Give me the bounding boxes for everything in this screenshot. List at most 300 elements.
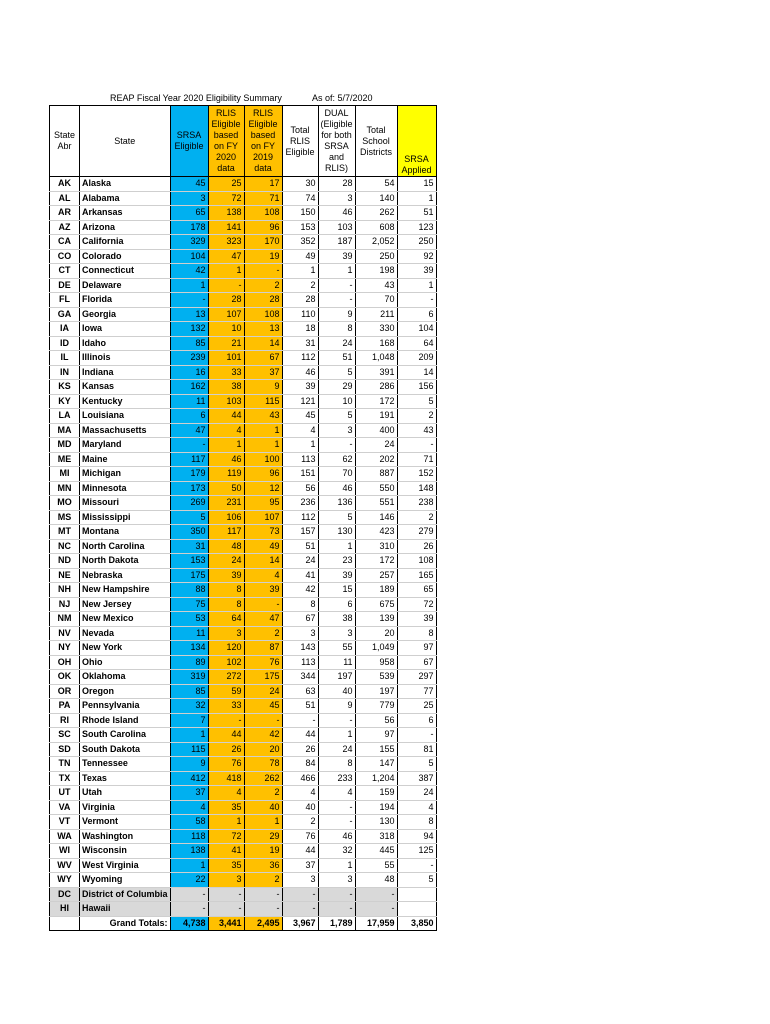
- state-name: Massachusetts: [80, 423, 171, 438]
- state-abbr: TX: [50, 771, 80, 786]
- total-districts-cell: 172: [355, 394, 397, 409]
- state-name: Maine: [80, 452, 171, 467]
- total-rlis-cell: 3: [282, 626, 318, 641]
- table-row: [50, 423, 437, 438]
- srsa-eligible-cell: 118: [170, 829, 208, 844]
- rlis-2019-cell: 175: [244, 670, 282, 685]
- srsa-eligible-cell: 16: [170, 365, 208, 380]
- rlis-2020-cell: 39: [208, 568, 244, 583]
- state-abbr: PA: [50, 699, 80, 714]
- rlis-2019-cell: 42: [244, 728, 282, 743]
- rlis-2019-cell: 2: [244, 278, 282, 293]
- total-rlis-cell: 63: [282, 684, 318, 699]
- state-abbr: OK: [50, 670, 80, 685]
- total-rlis-cell: 4: [282, 786, 318, 801]
- total-districts-cell: 191: [355, 409, 397, 424]
- state-abbr: NE: [50, 568, 80, 583]
- rlis-2020-cell: 1: [208, 815, 244, 830]
- state-name: Alabama: [80, 191, 171, 206]
- srsa-applied-cell: 5: [397, 394, 436, 409]
- srsa-eligible-cell: 138: [170, 844, 208, 859]
- rlis-2019-cell: 1: [244, 815, 282, 830]
- total-rlis-cell: 112: [282, 510, 318, 525]
- srsa-applied-cell: 104: [397, 322, 436, 337]
- state-abbr: TN: [50, 757, 80, 772]
- rlis-2019-cell: 73: [244, 525, 282, 540]
- state-name: Nevada: [80, 626, 171, 641]
- rlis-2019-cell: 2: [244, 626, 282, 641]
- rlis-2020-cell: 21: [208, 336, 244, 351]
- rlis-2019-cell: 2: [244, 786, 282, 801]
- state-abbr: CT: [50, 264, 80, 279]
- srsa-eligible-cell: 134: [170, 641, 208, 656]
- table-row: [50, 684, 437, 699]
- total-rlis-cell: 56: [282, 481, 318, 496]
- dual-cell: 1: [318, 264, 355, 279]
- dual-cell: 8: [318, 757, 355, 772]
- state-name: Illinois: [80, 351, 171, 366]
- srsa-applied-cell: [397, 902, 436, 917]
- total-rlis-cell: 76: [282, 829, 318, 844]
- state-name: Iowa: [80, 322, 171, 337]
- state-name: Connecticut: [80, 264, 171, 279]
- rlis-2019-cell: 9: [244, 380, 282, 395]
- state-name: Arkansas: [80, 206, 171, 221]
- rlis-2020-cell: 323: [208, 235, 244, 250]
- total-rlis-cell: 112: [282, 351, 318, 366]
- dual-cell: 1: [318, 728, 355, 743]
- rlis-2019-cell: 107: [244, 510, 282, 525]
- header-row: [50, 106, 437, 177]
- total-districts-cell: 391: [355, 365, 397, 380]
- rlis-2019-cell: 1: [244, 423, 282, 438]
- state-abbr: MD: [50, 438, 80, 453]
- table-row: [50, 307, 437, 322]
- srsa-eligible-cell: 85: [170, 684, 208, 699]
- state-abbr: UT: [50, 786, 80, 801]
- total-districts-cell: 139: [355, 612, 397, 627]
- table-row: [50, 249, 437, 264]
- total-dual: 1,789: [318, 916, 355, 931]
- srsa-eligible-cell: 239: [170, 351, 208, 366]
- rlis-2020-cell: 141: [208, 220, 244, 235]
- srsa-eligible-cell: 3: [170, 191, 208, 206]
- state-abbr: NV: [50, 626, 80, 641]
- rlis-2020-cell: 8: [208, 583, 244, 598]
- dual-cell: 6: [318, 597, 355, 612]
- table-row: [50, 380, 437, 395]
- total-rlis-cell: 236: [282, 496, 318, 511]
- state-abbr: AZ: [50, 220, 80, 235]
- state-name: New Mexico: [80, 612, 171, 627]
- state-name: Tennessee: [80, 757, 171, 772]
- srsa-eligible-cell: 179: [170, 467, 208, 482]
- srsa-applied-cell: 43: [397, 423, 436, 438]
- rlis-2020-cell: 25: [208, 177, 244, 192]
- table-row: [50, 481, 437, 496]
- rlis-2019-cell: 37: [244, 365, 282, 380]
- srsa-eligible-cell: 132: [170, 322, 208, 337]
- state-name: Louisiana: [80, 409, 171, 424]
- total-districts-cell: 286: [355, 380, 397, 395]
- total-districts-cell: 24: [355, 438, 397, 453]
- total-districts-cell: 48: [355, 873, 397, 888]
- total-districts-cell: 168: [355, 336, 397, 351]
- total-districts-cell: 400: [355, 423, 397, 438]
- state-name: New Hampshire: [80, 583, 171, 598]
- table-row: [50, 655, 437, 670]
- rlis-2020-cell: 35: [208, 858, 244, 873]
- rlis-2019-cell: 67: [244, 351, 282, 366]
- srsa-applied-cell: 65: [397, 583, 436, 598]
- rlis-2019-cell: 39: [244, 583, 282, 598]
- total-districts-cell: 55: [355, 858, 397, 873]
- total-rlis-cell: 44: [282, 844, 318, 859]
- total-districts-cell: 172: [355, 554, 397, 569]
- state-name: Virginia: [80, 800, 171, 815]
- total-rlis-cell: 143: [282, 641, 318, 656]
- table-row: [50, 394, 437, 409]
- state-abbr: MA: [50, 423, 80, 438]
- rlis-2020-cell: 72: [208, 191, 244, 206]
- total-rlis-cell: 151: [282, 467, 318, 482]
- total-districts-cell: 198: [355, 264, 397, 279]
- state-name: Minnesota: [80, 481, 171, 496]
- table-row: [50, 786, 437, 801]
- header-rlis-2020: RLIS Eligible based on FY 2020 data: [208, 106, 244, 177]
- state-name: Colorado: [80, 249, 171, 264]
- state-name: Washington: [80, 829, 171, 844]
- total-districts-cell: 155: [355, 742, 397, 757]
- rlis-2019-cell: 262: [244, 771, 282, 786]
- dual-cell: -: [318, 438, 355, 453]
- total-rlis-eligible: 3,967: [282, 916, 318, 931]
- state-abbr: IN: [50, 365, 80, 380]
- rlis-2019-cell: 14: [244, 554, 282, 569]
- table-row: [50, 496, 437, 511]
- rlis-2020-cell: 59: [208, 684, 244, 699]
- dual-cell: 55: [318, 641, 355, 656]
- srsa-applied-cell: 72: [397, 597, 436, 612]
- srsa-applied-cell: 279: [397, 525, 436, 540]
- srsa-eligible-cell: 4: [170, 800, 208, 815]
- dual-cell: 39: [318, 249, 355, 264]
- total-rlis-cell: 466: [282, 771, 318, 786]
- rlis-2020-cell: 1: [208, 438, 244, 453]
- total-rlis-cell: 44: [282, 728, 318, 743]
- total-districts-cell: 551: [355, 496, 397, 511]
- state-abbr: WA: [50, 829, 80, 844]
- state-abbr: ND: [50, 554, 80, 569]
- dual-cell: 1: [318, 539, 355, 554]
- table-row: [50, 699, 437, 714]
- rlis-2020-cell: 120: [208, 641, 244, 656]
- rlis-2019-cell: 4: [244, 568, 282, 583]
- total-districts-cell: 1,049: [355, 641, 397, 656]
- rlis-2020-cell: 47: [208, 249, 244, 264]
- total-rlis-cell: 113: [282, 452, 318, 467]
- rlis-2019-cell: 24: [244, 684, 282, 699]
- rlis-2020-cell: -: [208, 278, 244, 293]
- total-districts-cell: 43: [355, 278, 397, 293]
- total-districts-cell: 159: [355, 786, 397, 801]
- dual-cell: 24: [318, 336, 355, 351]
- dual-cell: 9: [318, 699, 355, 714]
- table-row: [50, 887, 437, 902]
- table-row: [50, 539, 437, 554]
- srsa-eligible-cell: 104: [170, 249, 208, 264]
- srsa-applied-cell: 94: [397, 829, 436, 844]
- srsa-eligible-cell: 173: [170, 481, 208, 496]
- rlis-2020-cell: 272: [208, 670, 244, 685]
- dual-cell: 11: [318, 655, 355, 670]
- srsa-applied-cell: 123: [397, 220, 436, 235]
- srsa-applied-cell: 125: [397, 844, 436, 859]
- rlis-2020-cell: 103: [208, 394, 244, 409]
- table-row: [50, 858, 437, 873]
- total-rlis-cell: 39: [282, 380, 318, 395]
- dual-cell: 62: [318, 452, 355, 467]
- state-name: South Carolina: [80, 728, 171, 743]
- table-row: [50, 670, 437, 685]
- state-abbr: LA: [50, 409, 80, 424]
- state-abbr: NM: [50, 612, 80, 627]
- state-name: Hawaii: [80, 902, 171, 917]
- total-districts-cell: 2,052: [355, 235, 397, 250]
- report-title: REAP Fiscal Year 2020 Eligibility Summary: [110, 93, 282, 103]
- srsa-eligible-cell: 162: [170, 380, 208, 395]
- state-abbr: DC: [50, 887, 80, 902]
- srsa-applied-cell: 4: [397, 800, 436, 815]
- total-rlis-cell: 110: [282, 307, 318, 322]
- state-abbr: MS: [50, 510, 80, 525]
- total-rlis-cell: 3: [282, 873, 318, 888]
- total-rlis-cell: 24: [282, 554, 318, 569]
- rlis-2019-cell: -: [244, 264, 282, 279]
- rlis-2019-cell: 170: [244, 235, 282, 250]
- rlis-2019-cell: 45: [244, 699, 282, 714]
- state-abbr: CA: [50, 235, 80, 250]
- table-row: [50, 844, 437, 859]
- table-row: [50, 322, 437, 337]
- dual-cell: 233: [318, 771, 355, 786]
- dual-cell: 5: [318, 510, 355, 525]
- total-rlis-cell: 31: [282, 336, 318, 351]
- header-total-rlis: Total RLIS Eligible: [282, 106, 318, 177]
- table-row: [50, 510, 437, 525]
- dual-cell: 3: [318, 873, 355, 888]
- srsa-eligible-cell: -: [170, 293, 208, 308]
- total-districts-cell: 330: [355, 322, 397, 337]
- srsa-eligible-cell: 412: [170, 771, 208, 786]
- total-rlis-cell: 42: [282, 583, 318, 598]
- table-row: [50, 728, 437, 743]
- totals-spacer: [50, 916, 80, 931]
- total-rlis-cell: 121: [282, 394, 318, 409]
- state-name: Nebraska: [80, 568, 171, 583]
- state-abbr: FL: [50, 293, 80, 308]
- state-abbr: AR: [50, 206, 80, 221]
- total-districts-cell: 887: [355, 467, 397, 482]
- total-districts-cell: 147: [355, 757, 397, 772]
- srsa-eligible-cell: 117: [170, 452, 208, 467]
- rlis-2019-cell: 17: [244, 177, 282, 192]
- dual-cell: 9: [318, 307, 355, 322]
- table-row: [50, 278, 437, 293]
- srsa-applied-cell: 77: [397, 684, 436, 699]
- srsa-applied-cell: 39: [397, 612, 436, 627]
- dual-cell: -: [318, 713, 355, 728]
- state-abbr: WY: [50, 873, 80, 888]
- srsa-applied-cell: 8: [397, 815, 436, 830]
- dual-cell: 130: [318, 525, 355, 540]
- state-abbr: OR: [50, 684, 80, 699]
- srsa-applied-cell: 39: [397, 264, 436, 279]
- table-row: [50, 235, 437, 250]
- rlis-2020-cell: 4: [208, 423, 244, 438]
- srsa-applied-cell: 14: [397, 365, 436, 380]
- state-abbr: VA: [50, 800, 80, 815]
- total-rlis-cell: 49: [282, 249, 318, 264]
- state-name: Maryland: [80, 438, 171, 453]
- total-districts-cell: 262: [355, 206, 397, 221]
- srsa-applied-cell: -: [397, 858, 436, 873]
- rlis-2019-cell: -: [244, 887, 282, 902]
- srsa-eligible-cell: 269: [170, 496, 208, 511]
- srsa-applied-cell: 152: [397, 467, 436, 482]
- state-name: Alaska: [80, 177, 171, 192]
- state-abbr: ID: [50, 336, 80, 351]
- state-name: Wisconsin: [80, 844, 171, 859]
- srsa-eligible-cell: 329: [170, 235, 208, 250]
- total-districts-cell: 130: [355, 815, 397, 830]
- total-rlis-cell: 28: [282, 293, 318, 308]
- dual-cell: 197: [318, 670, 355, 685]
- rlis-2019-cell: 19: [244, 844, 282, 859]
- srsa-applied-cell: 2: [397, 510, 436, 525]
- total-rlis-cell: 157: [282, 525, 318, 540]
- srsa-eligible-cell: 11: [170, 626, 208, 641]
- total-rlis-cell: 2: [282, 815, 318, 830]
- total-rlis-cell: 46: [282, 365, 318, 380]
- total-districts-cell: 608: [355, 220, 397, 235]
- srsa-applied-cell: 92: [397, 249, 436, 264]
- total-rlis-cell: -: [282, 902, 318, 917]
- header-srsa-eligible: SRSA Eligible: [170, 106, 208, 177]
- rlis-2020-cell: -: [208, 887, 244, 902]
- report-header: [50, 91, 408, 105]
- rlis-2020-cell: 38: [208, 380, 244, 395]
- table-row: [50, 206, 437, 221]
- table-row: [50, 626, 437, 641]
- total-districts-cell: 189: [355, 583, 397, 598]
- rlis-2020-cell: 231: [208, 496, 244, 511]
- total-districts-cell: 197: [355, 684, 397, 699]
- table-row: [50, 438, 437, 453]
- rlis-2020-cell: 4: [208, 786, 244, 801]
- dual-cell: 4: [318, 786, 355, 801]
- srsa-applied-cell: 6: [397, 307, 436, 322]
- total-districts-cell: 97: [355, 728, 397, 743]
- rlis-2019-cell: -: [244, 713, 282, 728]
- state-abbr: OH: [50, 655, 80, 670]
- state-name: Indiana: [80, 365, 171, 380]
- dual-cell: 28: [318, 177, 355, 192]
- table-row: [50, 336, 437, 351]
- header-state: State: [80, 106, 171, 177]
- dual-cell: -: [318, 278, 355, 293]
- state-abbr: AK: [50, 177, 80, 192]
- rlis-2019-cell: 87: [244, 641, 282, 656]
- srsa-eligible-cell: 9: [170, 757, 208, 772]
- rlis-2020-cell: 3: [208, 626, 244, 641]
- total-rlis-cell: 4: [282, 423, 318, 438]
- header-srsa-applied: SRSA Applied: [397, 106, 436, 177]
- total-districts-cell: 1,048: [355, 351, 397, 366]
- state-abbr: KY: [50, 394, 80, 409]
- srsa-eligible-cell: 47: [170, 423, 208, 438]
- rlis-2020-cell: 24: [208, 554, 244, 569]
- rlis-2020-cell: 44: [208, 728, 244, 743]
- total-districts-cell: -: [355, 902, 397, 917]
- state-name: Kentucky: [80, 394, 171, 409]
- rlis-2020-cell: 33: [208, 699, 244, 714]
- srsa-applied-cell: 6: [397, 713, 436, 728]
- dual-cell: 46: [318, 829, 355, 844]
- srsa-eligible-cell: 1: [170, 728, 208, 743]
- table-row: [50, 713, 437, 728]
- state-abbr: RI: [50, 713, 80, 728]
- rlis-2020-cell: 64: [208, 612, 244, 627]
- state-name: Montana: [80, 525, 171, 540]
- dual-cell: 3: [318, 626, 355, 641]
- rlis-2020-cell: 8: [208, 597, 244, 612]
- state-name: Michigan: [80, 467, 171, 482]
- table-row: [50, 365, 437, 380]
- srsa-applied-cell: 1: [397, 191, 436, 206]
- rlis-2020-cell: 117: [208, 525, 244, 540]
- state-name: Oregon: [80, 684, 171, 699]
- total-districts-cell: 1,204: [355, 771, 397, 786]
- total-rlis-cell: 18: [282, 322, 318, 337]
- rlis-2019-cell: 78: [244, 757, 282, 772]
- table-row: [50, 829, 437, 844]
- dual-cell: 23: [318, 554, 355, 569]
- state-name: Kansas: [80, 380, 171, 395]
- dual-cell: 38: [318, 612, 355, 627]
- total-rlis-cell: 84: [282, 757, 318, 772]
- srsa-eligible-cell: 85: [170, 336, 208, 351]
- total-rlis-cell: 37: [282, 858, 318, 873]
- rlis-2020-cell: 76: [208, 757, 244, 772]
- srsa-applied-cell: -: [397, 293, 436, 308]
- total-rlis-cell: 51: [282, 539, 318, 554]
- total-rlis-cell: -: [282, 713, 318, 728]
- table-row: [50, 742, 437, 757]
- state-abbr: NC: [50, 539, 80, 554]
- total-rlis-cell: 150: [282, 206, 318, 221]
- srsa-eligible-cell: 1: [170, 278, 208, 293]
- srsa-applied-cell: 24: [397, 786, 436, 801]
- srsa-applied-cell: 5: [397, 757, 436, 772]
- srsa-applied-cell: 108: [397, 554, 436, 569]
- total-districts-cell: 202: [355, 452, 397, 467]
- srsa-applied-cell: 81: [397, 742, 436, 757]
- srsa-eligible-cell: 115: [170, 742, 208, 757]
- dual-cell: 51: [318, 351, 355, 366]
- total-rlis-cell: 352: [282, 235, 318, 250]
- rlis-2020-cell: 33: [208, 365, 244, 380]
